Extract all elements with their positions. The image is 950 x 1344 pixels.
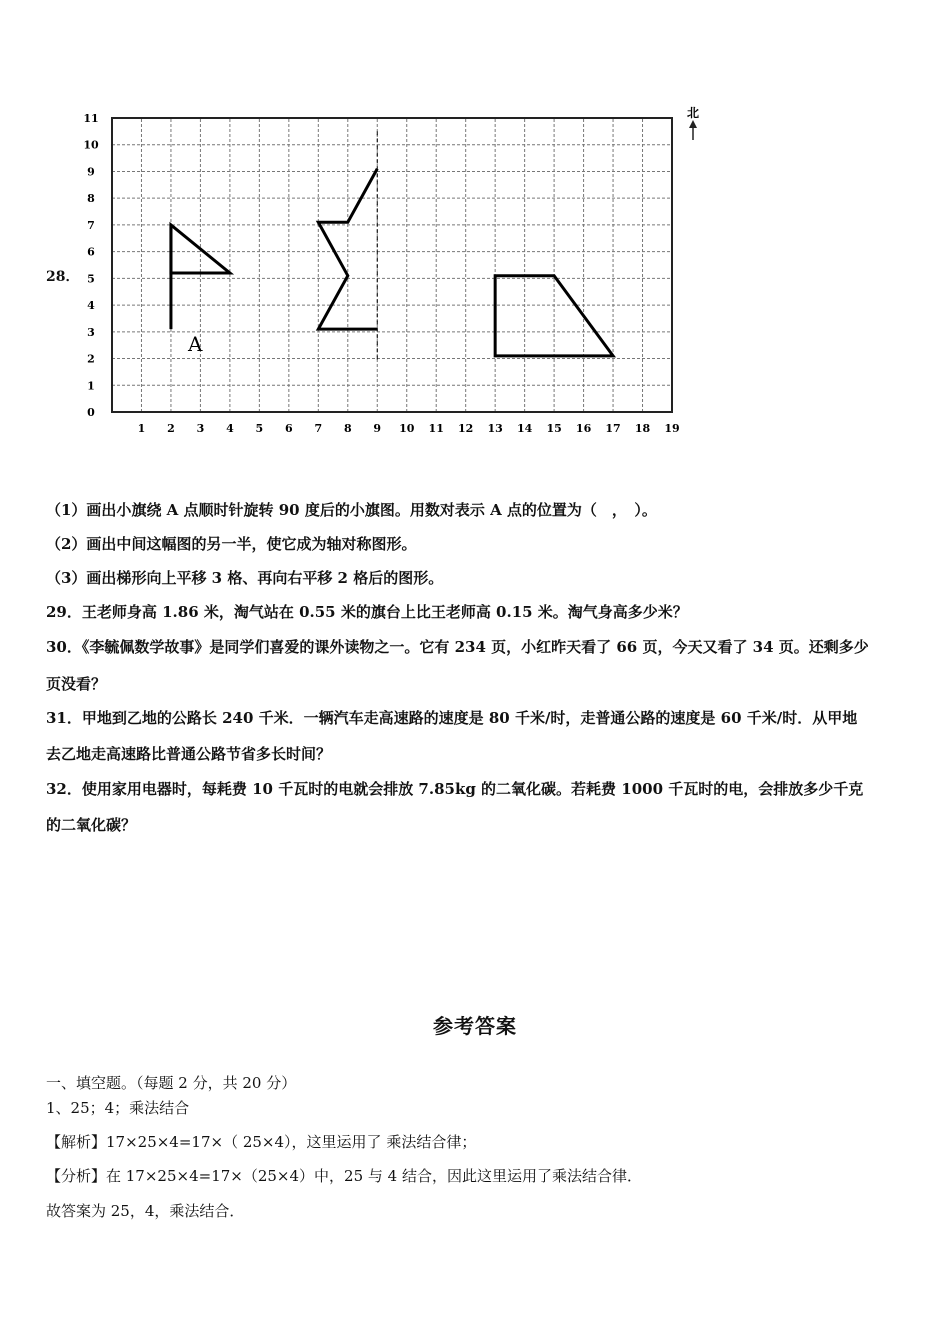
y-tick-label: 7 [87, 218, 95, 232]
question-28-sub2: （2）画出中间这幅图的另一半，使它成为轴对称图形。 [46, 535, 417, 553]
x-tick-label: 18 [634, 422, 651, 435]
x-tick-label: 1 [137, 422, 146, 435]
x-tick-label: 8 [343, 422, 352, 435]
x-tick-label: 14 [516, 422, 533, 435]
grid-shapes [171, 131, 613, 361]
x-tick-label: 3 [196, 422, 205, 435]
north-label: 北 [686, 106, 700, 120]
x-tick-label: 13 [487, 422, 503, 435]
answer-1-analysis: 【解析】17×25×4=17×（ 25×4），这里运用了 乘法结合律； [46, 1133, 477, 1151]
x-tick-label: 4 [226, 422, 234, 435]
x-tick-label: 11 [428, 422, 444, 435]
answer-title: 参考答案 [433, 1014, 517, 1038]
question-32-line2: 的二氧化碳？ [46, 816, 137, 834]
y-tick-label: 0 [87, 406, 95, 419]
y-tick-label: 1 [87, 379, 95, 393]
x-tick-label: 5 [255, 422, 264, 435]
y-tick-label: 6 [87, 245, 95, 259]
coordinate-grid [0, 0, 950, 450]
y-tick-label: 11 [83, 112, 99, 125]
answer-1-reasoning: 【分析】在 17×25×4=17×（25×4）中，25 与 4 结合，因此这里运用了乘法结合律． [46, 1167, 642, 1185]
north-arrow-head [689, 120, 697, 128]
grid-lines [112, 118, 672, 412]
x-tick-label: 2 [167, 422, 175, 435]
x-tick-label: 7 [314, 422, 323, 435]
x-tick-label: 12 [458, 422, 474, 435]
north-arrow [687, 106, 699, 140]
x-tick-label: 15 [546, 422, 562, 435]
x-tick-label: 10 [399, 422, 415, 435]
section-1-heading: 一、填空题。（每题 2 分，共 20 分） [46, 1074, 297, 1092]
answer-1: 1、25；4；乘法结合 [46, 1099, 190, 1117]
question-32-line1: 32．使用家用电器时，每耗费 10 千瓦时的电就会排放 7.85kg 的二氧化碳。若耗费 1000 千瓦时的电，会排放多少千克 [46, 780, 864, 798]
y-tick-label: 5 [87, 272, 95, 286]
question-28-sub1: （1）画出小旗绕 A 点顺时针旋转 90 度后的小旗图。用数对表示 A 点的位置为（ ， ）。 [46, 501, 657, 519]
question-30-line2: 页没看？ [46, 675, 107, 693]
question-28-number: 28． [46, 269, 80, 285]
answer-1-conclusion: 故答案为 25，4，乘法结合． [46, 1202, 245, 1220]
grid-border [112, 118, 672, 412]
x-tick-label: 17 [605, 422, 621, 435]
question-31-line1: 31．甲地到乙地的公路长 240 千米．一辆汽车走高速路的速度是 80 千米/时，走普通公路的速度是 60 千米/时．从甲地 [46, 709, 858, 727]
question-28-sub3: （3）画出梯形向上平移 3 格、再向右平移 2 格后的图形。 [46, 569, 444, 587]
y-tick-label: 10 [83, 138, 99, 152]
x-tick-label: 9 [373, 422, 382, 435]
question-29: 29．王老师身高 1.86 米，淘气站在 0.55 米的旗台上比王老师高 0.15 米。淘气身高多少米？ [46, 603, 688, 621]
y-tick-label: 8 [87, 192, 95, 206]
x-tick-label: 19 [664, 422, 680, 435]
x-tick-label: 6 [285, 422, 293, 435]
question-30-line1: 30．《李毓佩数学故事》是同学们喜爱的课外读物之一。它有 234 页，小红昨天看了 66 页，今天又看了 34 页。还剩多少 [46, 638, 869, 656]
question-31-line2: 去乙地走高速路比普通公路节省多长时间？ [46, 745, 332, 763]
y-tick-label: 9 [87, 165, 95, 179]
y-tick-label: 4 [87, 299, 95, 313]
y-tick-label: 2 [87, 352, 95, 366]
x-tick-label: 16 [575, 422, 592, 435]
point-a-label: A [188, 332, 203, 356]
y-tick-label: 3 [87, 325, 95, 339]
